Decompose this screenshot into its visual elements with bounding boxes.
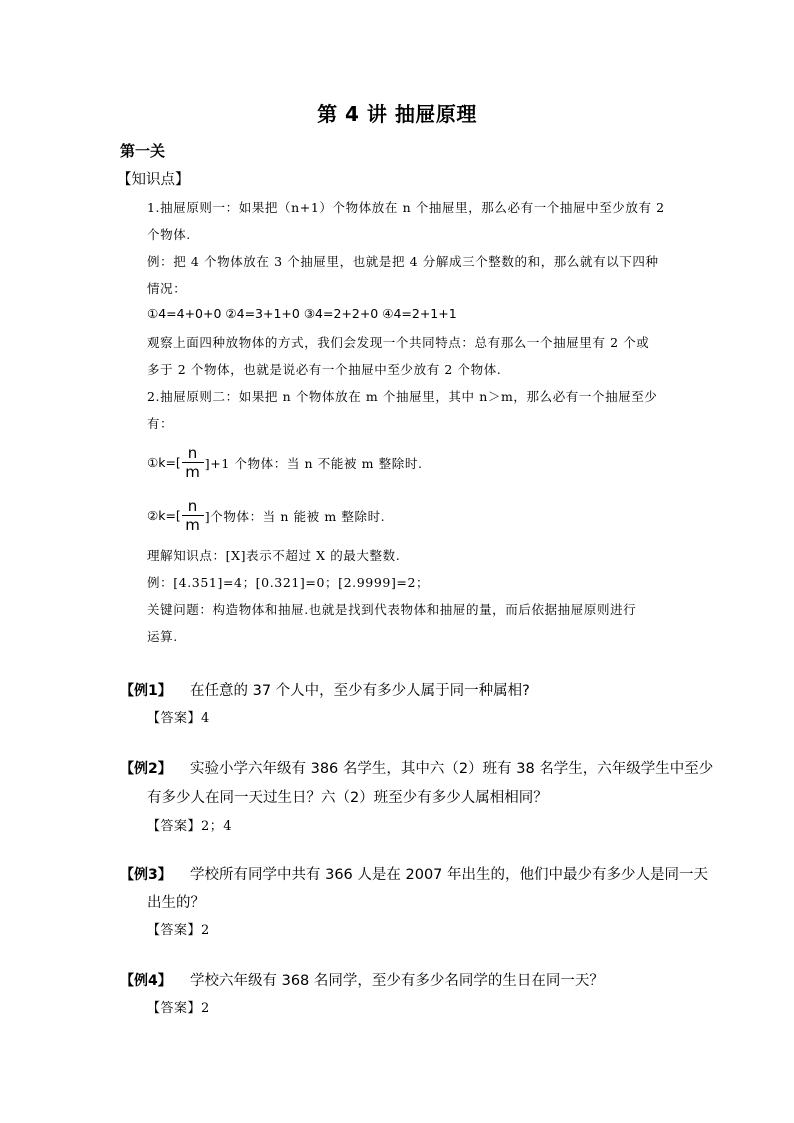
fraction-numerator: n xyxy=(187,497,198,515)
fraction-denominator: m xyxy=(185,463,201,481)
understand-line: 理解知识点：[X]表示不超过 X 的最大整数. xyxy=(147,548,401,563)
principle-two-line1: 2.抽屉原则二：如果把 n 个物体放在 m 个抽屉里，其中 n＞m，那么必有一个抽屉至少 xyxy=(147,389,658,404)
formula-two-suffix: ]个物体：当 n 能被 m 整除时. xyxy=(204,508,386,524)
example-4-label: 【例4】 xyxy=(120,973,172,989)
knowledge-label: 【知识点】 xyxy=(117,172,190,188)
example-1-question: 在任意的 37 个人中，至少有多少人属于同一种属相? xyxy=(190,683,530,699)
example-4-answer: 【答案】2 xyxy=(147,1001,210,1016)
example-1-label: 【例1】 xyxy=(120,683,172,699)
example-3-label: 【例3】 xyxy=(120,867,172,883)
cases-line: ①4=4+0+0 ②4=3+1+0 ③4=2+2+0 ④4=2+1+1 xyxy=(147,306,457,321)
fraction-numerator: n xyxy=(187,444,198,462)
example-line2: 情况： xyxy=(147,281,187,296)
fraction-n-over-m xyxy=(182,444,204,481)
key-problem-line2: 运算. xyxy=(147,629,178,644)
formula-one-prefix: ①k=[ xyxy=(147,455,181,470)
example-3-question-line1: 学校所有同学中共有 366 人是在 2007 年出生的，他们中最少有多少人是同一天 xyxy=(190,867,709,883)
fraction-n-over-m xyxy=(182,497,204,534)
example-2-answer: 【答案】2；4 xyxy=(147,819,233,834)
floor-example-line: 例：[4.351]=4；[0.321]=0；[2.9999]=2； xyxy=(147,575,430,590)
observation-line1: 观察上面四种放物体的方式，我们会发现一个共同特点：总有那么一个抽屉里有 2 个或 xyxy=(147,335,650,350)
example-2-question-line2: 有多少人在同一天过生日？六（2）班至少有多少人属相相同？ xyxy=(147,790,548,806)
formula-two-prefix: ②k=[ xyxy=(147,508,181,523)
section-heading: 第一关 xyxy=(120,142,166,160)
formula-one-suffix: ]+1 个物体：当 n 不能被 m 整除时. xyxy=(204,455,423,471)
principle-one-line1: 1.抽屉原则一：如果把（n+1）个物体放在 n 个抽屉里，那么必有一个抽屉中至少放有 2 xyxy=(147,200,665,215)
example-4-question: 学校六年级有 368 名同学，至少有多少名同学的生日在同一天？ xyxy=(190,973,604,989)
principle-one-line2: 个物体. xyxy=(147,227,191,242)
fraction-denominator: m xyxy=(185,516,201,534)
key-problem-line1: 关键问题：构造物体和抽屉.也就是找到代表物体和抽屉的量，而后依据抽屉原则进行 xyxy=(147,602,637,617)
example-3-question-line2: 出生的？ xyxy=(147,895,205,911)
example-3-answer: 【答案】2 xyxy=(147,923,210,938)
formula-two xyxy=(147,497,385,534)
observation-line2: 多于 2 个物体，也就是说必有一个抽屉中至少放有 2 个物体. xyxy=(147,362,502,377)
page-title: 第 4 讲 抽屉原理 xyxy=(317,102,477,126)
example-1-answer: 【答案】4 xyxy=(147,711,210,726)
example-2-question-line1: 实验小学六年级有 386 名学生，其中六（2）班有 38 名学生，六年级学生中至少 xyxy=(190,761,714,777)
example-line1: 例：把 4 个物体放在 3 个抽屉里，也就是把 4 分解成三个整数的和，那么就有以下四种 xyxy=(147,254,659,269)
principle-two-line2: 有： xyxy=(147,416,174,431)
formula-one xyxy=(147,444,423,481)
example-2-label: 【例2】 xyxy=(120,761,172,777)
